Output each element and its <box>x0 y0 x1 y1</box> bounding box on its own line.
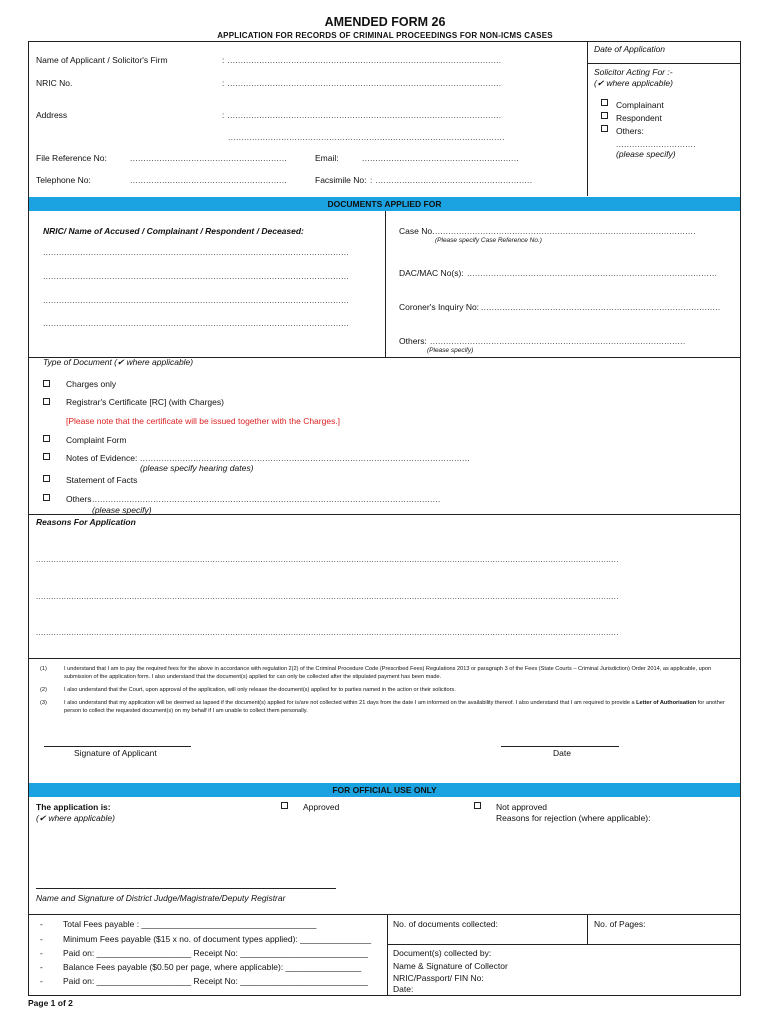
rc-label: Registrar's Certificate [RC] (with Charges) <box>66 397 224 407</box>
date-divider <box>587 63 741 64</box>
statement-of-facts-checkbox[interactable] <box>43 475 50 482</box>
collector-name-label: Name & Signature of Collector <box>393 961 508 971</box>
official-use-bar: FOR OFFICIAL USE ONLY <box>29 783 740 797</box>
fees-bullet-2: - <box>40 934 43 944</box>
fees-bullet-1: - <box>40 919 43 929</box>
doc-others-note: (Please specify) <box>427 347 474 354</box>
letter-of-authorisation: Letter of Authorisation <box>636 700 697 706</box>
reasons-top-line <box>28 514 741 515</box>
complaint-form-checkbox[interactable] <box>43 435 50 442</box>
minimum-fees-field[interactable]: Minimum Fees payable ($15 x no. of document types applied): _______________ <box>63 934 372 944</box>
fees-bullet-3: - <box>40 948 43 958</box>
others-field[interactable]: .............................. <box>616 139 696 149</box>
coroner-label: Coroner's Inquiry No: <box>399 302 480 312</box>
page-number: Page 1 of 2 <box>28 998 73 1008</box>
accused-field-4[interactable]: ................................................................................................................... <box>43 318 350 328</box>
reasons-label: Reasons For Application <box>36 517 136 527</box>
balance-fees-field[interactable]: Balance Fees payable ($0.50 per page, where applicable): ________________ <box>63 962 362 972</box>
rc-note: [Please note that the certificate will be issued together with the Charges.] <box>66 416 341 426</box>
approved-label: Approved <box>303 802 340 812</box>
accused-field-1[interactable]: ................................................................................................................... <box>43 247 350 257</box>
accused-label: NRIC/ Name of Accused / Complainant / Respondent / Deceased: <box>43 226 304 236</box>
address-label: Address <box>36 110 68 120</box>
approved-checkbox[interactable] <box>281 802 288 809</box>
collector-id-label: NRIC/Passport/ FIN No: <box>393 973 484 983</box>
rc-checkbox[interactable] <box>43 398 50 405</box>
reasons-field-3[interactable]: ....................................................................................................................................................................................................................................... <box>36 628 619 637</box>
applicant-signature-label: Signature of Applicant <box>74 748 157 758</box>
dac-label: DAC/MAC No(s): <box>399 268 464 278</box>
nric-label: NRIC No. <box>36 78 73 88</box>
case-no-field[interactable]: .................................................................................................. <box>435 226 696 236</box>
type-others-label: Others <box>66 494 92 504</box>
pages-label: No. of Pages: <box>594 919 646 929</box>
solicitor-acting-note: (✔ where applicable) <box>594 78 673 88</box>
side-divider <box>587 41 588 196</box>
rejection-reasons-label: Reasons for rejection (where applicable): <box>496 813 651 823</box>
documents-applied-bar: DOCUMENTS APPLIED FOR <box>29 197 740 211</box>
solicitor-acting-label: Solicitor Acting For :- <box>594 67 673 77</box>
paid-on-field-2[interactable]: Paid on: ____________________ Receipt No: ___________________________ <box>63 976 368 986</box>
paid-on-field-1[interactable]: Paid on: ____________________ Receipt No: ___________________________ <box>63 948 368 958</box>
application-is-note: (✔ where applicable) <box>36 813 115 823</box>
declaration-3-text <box>64 699 736 715</box>
declaration-3-number: (3) <box>40 700 47 706</box>
phone-field[interactable]: ........................................................... <box>130 175 288 185</box>
name-label: Name of Applicant / Solicitor's Firm <box>36 55 168 65</box>
notes-of-evidence-label: Notes of Evidence: <box>66 453 138 463</box>
not-approved-label: Not approved <box>496 802 548 812</box>
fees-divider-2 <box>587 914 588 944</box>
complainant-label: Complainant <box>616 100 664 110</box>
dac-field[interactable]: .............................................................................................. <box>467 268 718 278</box>
statement-of-facts-label: Statement of Facts <box>66 475 138 485</box>
declaration-1-number: (1) <box>40 666 47 672</box>
charges-only-label: Charges only <box>66 379 117 389</box>
form-subtitle: APPLICATION FOR RECORDS OF CRIMINAL PROCEEDINGS FOR NON-ICMS CASES <box>217 31 553 40</box>
judge-signature-label: Name and Signature of District Judge/Magistrate/Deputy Registrar <box>36 893 286 903</box>
name-field[interactable]: : ....................................................................................................... <box>222 55 502 65</box>
doc-others-label: Others: <box>399 336 427 346</box>
notes-of-evidence-field[interactable]: ............................................................................................................................ <box>140 453 471 463</box>
case-no-label: Case No. <box>399 226 435 236</box>
date-signature-label: Date <box>553 748 571 758</box>
declaration-3-text-a: I also understand that my application will be deemed as lapsed if the document(s) applied for is/are not collected within 21 days from the date I am informed on the availability thereof. I also understand that I am required to provide a <box>64 700 637 706</box>
not-approved-checkbox[interactable] <box>474 802 481 809</box>
coroner-field[interactable]: .......................................................................................... <box>481 302 721 312</box>
nric-field[interactable]: : ....................................................................................................... <box>222 78 502 88</box>
fax-field[interactable]: : ........................................................... <box>370 175 533 185</box>
collector-date-label: Date: <box>393 984 414 994</box>
judge-signature-line[interactable] <box>36 888 336 889</box>
type-others-checkbox[interactable] <box>43 494 50 501</box>
fees-bullet-5: - <box>40 976 43 986</box>
type-others-note: (please specify) <box>92 505 152 515</box>
reasons-field-2[interactable]: ....................................................................................................................................................................................................................................... <box>36 592 619 601</box>
fees-divider-1 <box>387 914 388 996</box>
reasons-field-1[interactable]: ....................................................................................................................................................................................................................................... <box>36 555 619 564</box>
accused-field-2[interactable]: ................................................................................................................... <box>43 271 350 281</box>
fax-label: Facsimile No: <box>315 175 367 185</box>
fileref-field[interactable]: ........................................................... <box>130 153 288 163</box>
email-label: Email: <box>315 153 339 163</box>
case-no-note: (Please specify Case Reference No.) <box>435 237 542 244</box>
form-title: AMENDED FORM 26 <box>324 15 446 29</box>
application-is-label: The application is: <box>36 802 111 812</box>
address-field-1[interactable]: : ....................................................................................................... <box>222 110 502 120</box>
others-checkbox[interactable] <box>601 125 608 132</box>
declaration-1-text: I understand that I am to pay the required fees for the above in accordance with regulation 2(2) of the Criminal Procedure Code (Prescribed Fees) Regulations 2013 or paragraph 3 of the Fees (State Courts – Criminal Jurisdiction) Order 2014, as applicable, upon submission of the application form. I also understand that the document(s) applied for can only be collected after the stipulated payment has been made. <box>64 666 712 680</box>
complainant-checkbox[interactable] <box>601 99 608 106</box>
fees-top-line <box>28 914 741 915</box>
reasons-bottom-line <box>28 658 741 659</box>
type-of-document-label: Type of Document (✔ where applicable) <box>43 357 194 367</box>
others-label: Others: <box>616 126 644 136</box>
date-of-application-label: Date of Application <box>594 44 666 54</box>
documents-divider <box>385 211 386 357</box>
respondent-checkbox[interactable] <box>601 112 608 119</box>
complaint-form-label: Complaint Form <box>66 435 127 445</box>
phone-label: Telephone No: <box>36 175 91 185</box>
address-field-2[interactable]: ........................................................................................................ <box>228 132 505 142</box>
collected-by-label: Document(s) collected by: <box>393 948 492 958</box>
email-field[interactable]: ........................................................... <box>362 153 520 163</box>
declaration-2-text: I also understand that the Court, upon approval of the application, will only release the document(s) applied for to parties named in the action or their solicitors. <box>64 687 456 693</box>
accused-field-3[interactable]: ................................................................................................................... <box>43 295 350 305</box>
notes-of-evidence-checkbox[interactable] <box>43 453 50 460</box>
declaration-3-text-b: for another person to collect the requested document(s) on my behalf if I am unable to collect them personally. <box>64 700 725 714</box>
respondent-label: Respondent <box>616 113 662 123</box>
type-others-field[interactable]: ................................................................................................................................... <box>92 494 441 504</box>
charges-only-checkbox[interactable] <box>43 380 50 387</box>
others-specify-note: (please specify) <box>616 149 676 159</box>
fees-mid-line <box>387 944 741 945</box>
notes-of-evidence-note: (please specify hearing dates) <box>140 463 254 473</box>
docs-collected-label: No. of documents collected: <box>393 919 498 929</box>
declaration-2-number: (2) <box>40 687 47 693</box>
applicant-signature-line[interactable] <box>44 746 191 747</box>
fees-bullet-4: - <box>40 962 43 972</box>
total-fees-field[interactable]: Total Fees payable : _____________________________________ <box>63 919 317 929</box>
date-signature-line[interactable] <box>501 746 619 747</box>
doc-others-field[interactable]: ................................................................................................ <box>430 336 686 346</box>
fileref-label: File Reference No: <box>36 153 107 163</box>
